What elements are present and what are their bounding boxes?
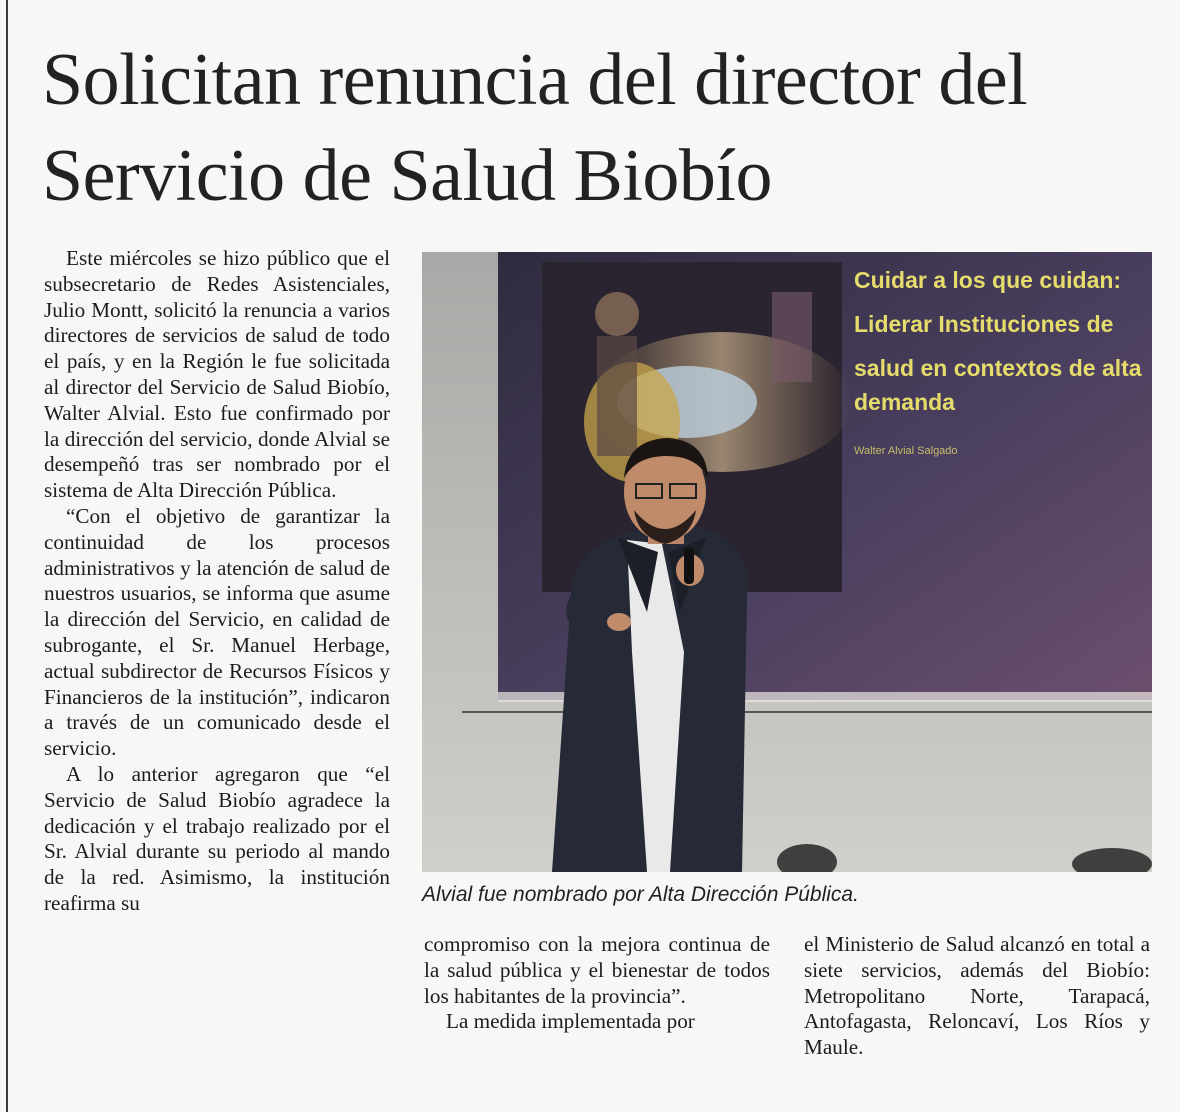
slide-author: Walter Alvial Salgado <box>854 445 958 457</box>
slide-title-line: salud en contextos de alta <box>854 355 1142 381</box>
article-photo <box>422 252 1152 872</box>
paragraph: “Con el objetivo de garantizar la continuidad de los procesos administrativos y la atención de salud de nuestros usuarios, se informa que asume la dirección del Servicio, en calidad de subrogante, el Sr. Manuel Herbage, actual subdirector de Recursos Físicos y Financieros de la institución”, indicaron a través de un comunicado desde el servicio. <box>44 503 390 761</box>
paragraph: La medida implementada por <box>446 1009 695 1034</box>
photo-caption: Alvial fue nombrado por Alta Dirección Pública. <box>422 883 859 906</box>
microphone-icon <box>684 548 694 584</box>
slide-title-line: demanda <box>854 389 955 415</box>
article-column-2 <box>424 932 770 1035</box>
slide-title-line: Liderar Instituciones de <box>854 311 1114 337</box>
article-column-3 <box>804 932 1150 1061</box>
paragraph: compromiso con la mejora continua de la salud pública y el bienestar de todos los habitantes de la provincia”. <box>424 932 770 1008</box>
paragraph: Este miércoles se hizo público que el subsecretario de Redes Asistenciales, Julio Montt, solicitó la renuncia a varios directores de servicios de salud de todo el país, y en la Región le fue solicitada al director del Servicio de Salud Biobío, Walter Alvial. Esto fue confirmado por la dirección del servicio, donde Alvial se desempeñó tras ser nombrado por el sistema de Alta Dirección Pública. <box>44 246 390 503</box>
article-column-1 <box>44 246 390 917</box>
paragraph: el Ministerio de Salud alcanzó en total a siete servicios, además del Biobío: Metropolitano Norte, Tarapacá, Antofagasta, Reloncaví, Los Ríos y Maule. <box>804 932 1150 1060</box>
speaker-photo-illustration <box>422 252 1152 872</box>
paragraph: A lo anterior agregaron que “el Servicio de Salud Biobío agradece la dedicación y el trabajo realizado por el Sr. Alvial durante su periodo al mando de la red. Asimismo, la institución reafirma su <box>44 761 390 915</box>
column-rule <box>6 0 8 1112</box>
slide-title-line: Cuidar a los que cuidan: <box>854 267 1122 293</box>
headline: Solicitan renuncia del director del Servicio de Salud Biobío <box>42 39 1028 217</box>
